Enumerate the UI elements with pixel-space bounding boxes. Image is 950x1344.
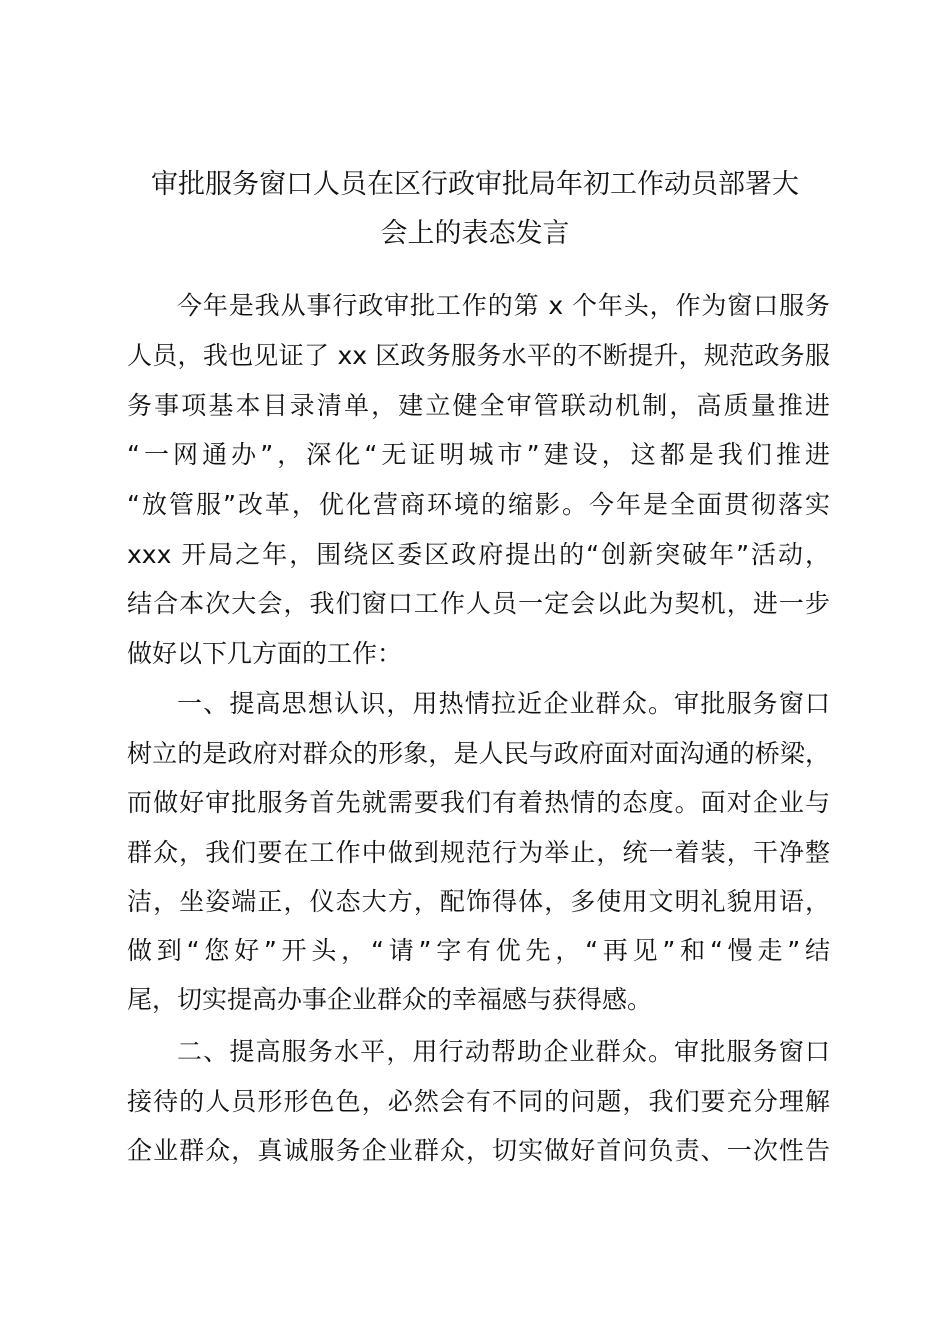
document-title: [120, 160, 830, 258]
text-line: 接待的人员形形色色，必然会有不同的问题，我们要充分理解: [127, 1087, 830, 1116]
text-line: 做到“您好”开头，“请”字有优先，“再见”和“慢走”结: [127, 936, 830, 965]
text-line: 企业群众，真诚服务企业群众，切实做好首问负责、一次性告: [127, 1136, 830, 1165]
text-line: 一、提高思想认识，用热情拉近企业群众。审批服务窗口: [177, 689, 830, 718]
text-line: xxx 开局之年，围绕区委区政府提出的“创新突破年”活动，: [127, 540, 830, 569]
text-line: 而做好审批服务首先就需要我们有着热情的态度。面对企业与: [127, 788, 830, 817]
text-line: 务事项基本目录清单，建立健全审管联动机制，高质量推进: [127, 391, 830, 420]
text-line: 树立的是政府对群众的形象，是人民与政府面对面沟通的桥梁，: [127, 739, 830, 768]
text-line: 人员，我也见证了 xx 区政务服务水平的不断提升，规范政务服: [127, 341, 830, 370]
title-line-2: 会上的表态发言: [380, 218, 570, 249]
text-line: 做好以下几方面的工作：: [127, 639, 403, 668]
title-line-1: 审批服务窗口人员在区行政审批局年初工作动员部署大: [151, 169, 799, 200]
text-line: 尾，切实提高办事企业群众的幸福感与获得感。: [127, 985, 653, 1014]
text-line: 结合本次大会，我们窗口工作人员一定会以此为契机，进一步: [127, 589, 830, 618]
text-line: “放管服”改革，优化营商环境的缩影。今年是全面贯彻落实: [127, 490, 830, 519]
text-line: 洁，坐姿端正，仪态大方，配饰得体，多使用文明礼貌用语，: [127, 887, 830, 916]
text-line: 二、提高服务水平，用行动帮助企业群众。审批服务窗口: [177, 1037, 830, 1066]
text-line: 群众，我们要在工作中做到规范行为举止，统一着装，干净整: [127, 838, 830, 867]
text-line: 今年是我从事行政审批工作的第 x 个年头，作为窗口服务: [177, 291, 830, 320]
text-line: “一网通办”，深化“无证明城市”建设，这都是我们推进: [127, 440, 830, 469]
